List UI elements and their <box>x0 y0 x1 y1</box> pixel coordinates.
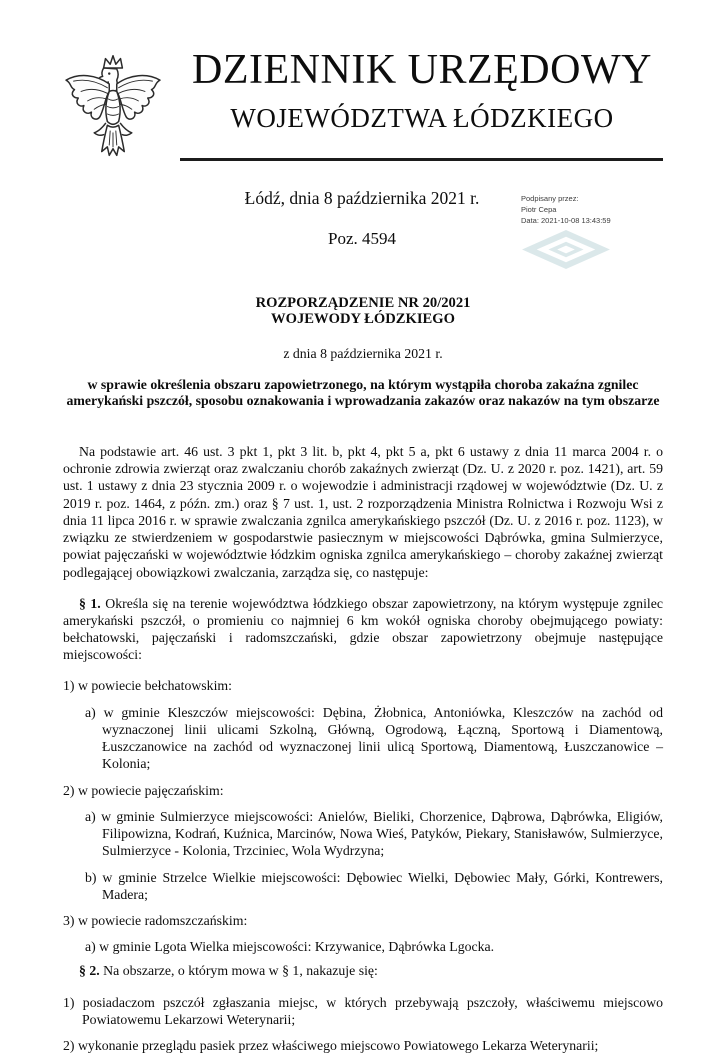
journal-subtitle: WOJEWÓDZTWA ŁÓDZKIEGO <box>230 103 614 134</box>
list-item-3 <box>63 912 663 929</box>
act-title-line2: WOJEWODY ŁÓDZKIEGO <box>271 311 455 328</box>
list2-item-2-text: wykonanie przeglądu pasiek przez właściwego miejscowo Powiatowego Lekarza Weterynarii; <box>77 1037 599 1053</box>
sub-list-item-3a <box>85 938 663 955</box>
sub-list-item-1a-text: w gminie Kleszczów miejscowości: Dębina, Żłobnica, Antoniówka, Kleszczów na zachód od wyznaczonej linii ulicami Szkolną, Główną, Ogrodową, Łączną, Sportową i Diamentową, Łuszczanowice na zachód od wyznaczonej linii ulicą Sportową, Diamentową, Łuszczanowice – Kolonia; <box>102 704 663 772</box>
list2-item-1 <box>63 994 663 1028</box>
act-title <box>63 295 663 328</box>
sub-list-item-2a-label: a) <box>85 808 96 824</box>
stamp-signer-name: Piotr Cepa <box>521 205 557 214</box>
masthead-divider <box>180 158 663 161</box>
sub-list-item-1a <box>85 704 663 773</box>
signature-stamp <box>521 193 651 273</box>
sub-list-item-2b-label: b) <box>85 869 97 885</box>
list2-item-1-label: 1) <box>63 994 75 1010</box>
list-item-1 <box>63 677 663 694</box>
act-body <box>63 295 663 1054</box>
section-2-text: Na obszarze, o którym mowa w § 1, nakazuje się: <box>103 963 378 979</box>
stamp-signed-by-label: Podpisany przez: <box>521 194 579 203</box>
list2-item-1-text: posiadaczom pszczół zgłaszania miejsc, w których przebywają pszczoły, właściwemu miejscowo Powiatowemu Lekarzowi Weterynarii; <box>82 994 663 1027</box>
list-item-2-text: w powiecie pajęczańskim: <box>77 782 224 798</box>
sub-list-item-3a-text: w gminie Lgota Wielka miejscowości: Krzywanice, Dąbrówka Lgocka. <box>99 939 495 955</box>
section-1-text: Określa się na terenie województwa łódzkiego obszar zapowietrzony, na którym występuje zgnilec amerykański pszczół, o promieniu co najmniej 6 km wokół ogniska choroby obejmującego powiaty: bełchatowski, pajęczański i radomszczański, gdzie obszar zapowietrzony obejmuje następujące miejscowości: <box>63 595 663 663</box>
place-date-line: Łódź, dnia 8 października 2021 r. <box>244 188 480 208</box>
sub-list-item-1a-label: a) <box>85 704 96 720</box>
list-item-2-label: 2) <box>63 782 75 798</box>
polish-eagle-icon <box>56 52 170 176</box>
sub-list-item-3a-label: a) <box>85 939 96 955</box>
act-date-line: z dnia 8 października 2021 r. <box>283 345 443 361</box>
sub-list-item-2b-text: w gminie Strzelce Wielkie miejscowości: Dębowiec Wielki, Dębowiec Mały, Górki, Kontrewers, Madera; <box>102 869 664 902</box>
list2-item-2-label: 2) <box>63 1037 75 1053</box>
position-number: Poz. 4594 <box>328 229 396 248</box>
list-item-3-text: w powiecie radomszczańskim: <box>77 913 248 928</box>
stamp-date: Data: 2021-10-08 13:43:59 <box>521 216 611 225</box>
section-1-paragraph <box>63 595 663 664</box>
journal-title: DZIENNIK URZĘDOWY <box>192 47 652 93</box>
list-item-1-text: w powiecie bełchatowskim: <box>77 678 232 694</box>
list-item-3-label: 3) <box>63 913 75 928</box>
list2-item-2 <box>63 1037 663 1054</box>
list-item-2 <box>63 782 663 799</box>
preamble-paragraph: Na podstawie art. 46 ust. 3 pkt 1, pkt 3 lit. b, pkt 4, pkt 5 a, pkt 6 ustawy z dnia 11 marca 2004 r. o ochronie zdrowia zwierząt oraz zwalczaniu chorób zakaźnych zwierząt (Dz. U. z 2020 r. poz. 1421), art. 59 ust. 1 ustawy z dnia 23 stycznia 2009 r. o wojewodzie i administracji rządowej w województwie (Dz. U. z 2019 r. poz. 1464, z późn. zm.) oraz § 7 ust. 1, ust. 2 rozporządzenia Ministra Rolnictwa i Rozwoju Wsi z dnia 11 lipca 2016 r. w sprawie zwalczania zgnilca amerykańskiego pszczół (Dz. U. z 2016 r. poz. 1123), w związku ze stwierdzeniem w gospodarstwie pasiecznym w miejscowości Dąbrówka, gmina Sulmierzyce, powiat pajęczański w województwie łódzkim ogniska zgnilca amerykańskiego – choroby zakaźnej zwierząt podlegającej obowiązkowi zwalczania, zarządza się, co następuje: <box>63 444 663 580</box>
sub-list-item-2a <box>85 808 663 860</box>
act-subject: w sprawie określenia obszaru zapowietrzonego, na którym wystąpiła choroba zakaźna zgnilec amerykański pszczół, sposobu oznakowania i wprowadzania zakazów oraz nakazów na tym obszarze <box>66 376 660 409</box>
act-title-line1: ROZPORZĄDZENIE NR 20/2021 <box>255 295 471 311</box>
list-item-1-label: 1) <box>63 678 75 694</box>
sub-list-item-2a-text: w gminie Sulmierzyce miejscowości: Anielów, Bieliki, Chorzenice, Dąbrowa, Dąbrówka, Eligiów, Filipowizna, Kodrań, Kuźnica, Marcinów, Nowa Wieś, Patyków, Piekary, Stanisławów, Sulmierzyce, Sulmierzyce - Kolonia, Trzciniec, Wola Wydrzyna; <box>101 808 663 859</box>
section-1-label: § 1. <box>79 595 101 611</box>
e-signature-diamond-icon <box>521 229 651 273</box>
journal-masthead <box>180 48 664 134</box>
section-2-label: § 2. <box>79 963 100 979</box>
section-2-paragraph <box>63 962 663 979</box>
sub-list-item-2b <box>85 869 663 903</box>
